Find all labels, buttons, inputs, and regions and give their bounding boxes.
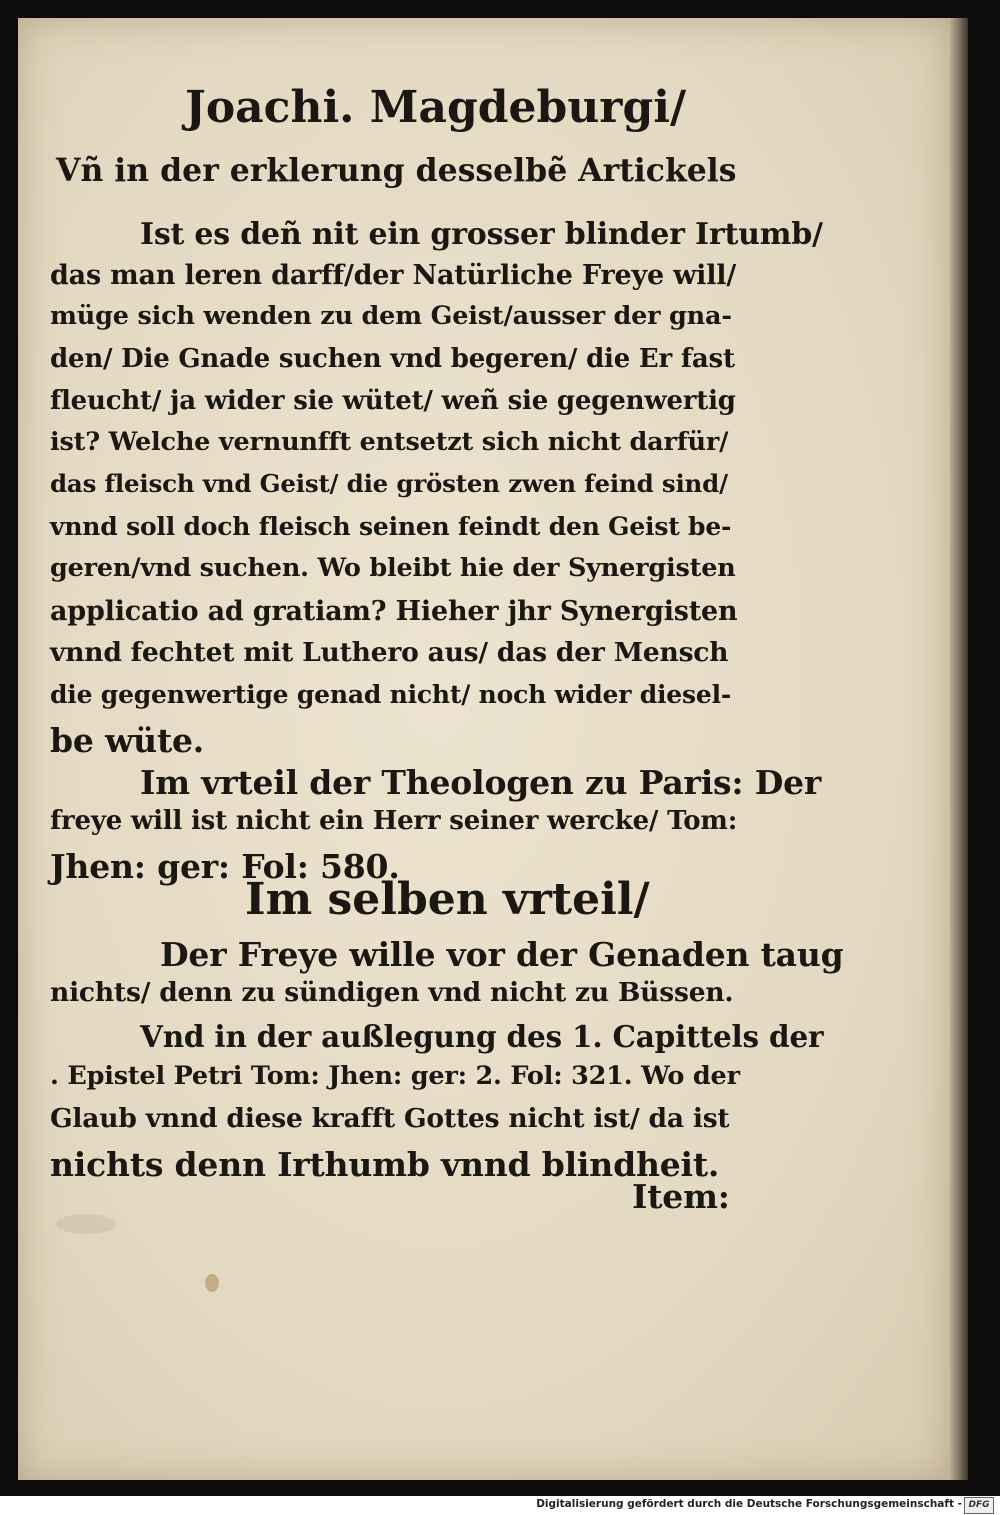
dfg-logo: DFG — [964, 1497, 994, 1514]
stain-spot — [205, 1274, 219, 1292]
text-line: Vnd in der außlegung des 1. Capittels der — [140, 1019, 824, 1054]
text-line: be wüte. — [50, 721, 205, 760]
text-line: nichts denn Irthumb vnnd blindheit. — [50, 1145, 720, 1184]
text-line: Jhen: ger: Fol: 580. — [50, 847, 400, 886]
section-heading: Vñ in der erklerung desselbẽ Artickels — [56, 152, 737, 189]
text-line: Ist es deñ nit ein grosser blinder Irtumb/ — [140, 217, 823, 252]
footer-bar — [0, 1496, 1000, 1515]
funding-credit: Digitalisierung gefördert durch die Deutsche Forschungsgemeinschaft - — [536, 1498, 962, 1510]
stain-spot — [56, 1214, 116, 1234]
page-edge — [950, 18, 968, 1480]
text-line: das fleisch vnd Geist/ die grösten zwen feind sind/ — [50, 469, 728, 498]
text-line: Glaub vnnd diese krafft Gottes nicht ist/ da ist — [50, 1103, 730, 1134]
text-line: vnnd soll doch fleisch seinen feindt den Geist be- — [50, 512, 732, 541]
text-line: die gegenwertige genad nicht/ noch wider diesel- — [50, 680, 732, 709]
text-line: Im vrteil der Theologen zu Paris: Der — [140, 763, 822, 802]
text-line: vnnd fechtet mit Luthero aus/ das der Mensch — [50, 637, 729, 668]
text-line: den/ Die Gnade suchen vnd begeren/ die Er fast — [50, 344, 735, 374]
text-line: applicatio ad gratiam? Hieher jhr Synergisten — [50, 596, 738, 627]
text-line: . Epistel Petri Tom: Jhen: ger: 2. Fol: 321. Wo der — [50, 1061, 740, 1091]
catchword: Item: — [632, 1177, 730, 1216]
text-line: müge sich wenden zu dem Geist/ausser der gna- — [50, 301, 732, 331]
text-line: nichts/ denn zu sündigen vnd nicht zu Büssen. — [50, 977, 734, 1008]
text-line: das man leren darff/der Natürliche Freye will/ — [50, 260, 737, 291]
text-line: freye will ist nicht ein Herr seiner wercke/ Tom: — [50, 806, 738, 836]
text-line: geren/vnd suchen. Wo bleibt hie der Synergisten — [50, 553, 736, 583]
running-head: Joachi. Magdeburgi/ — [185, 82, 687, 133]
subheading: Im selben vrteil/ — [245, 874, 650, 925]
text-line: Der Freye wille vor der Genaden taug — [160, 935, 844, 974]
text-line: ist? Welche vernunfft entsetzt sich nicht darfür/ — [50, 427, 729, 457]
text-line: fleucht/ ja wider sie wütet/ weñ sie gegenwertig — [50, 386, 736, 416]
